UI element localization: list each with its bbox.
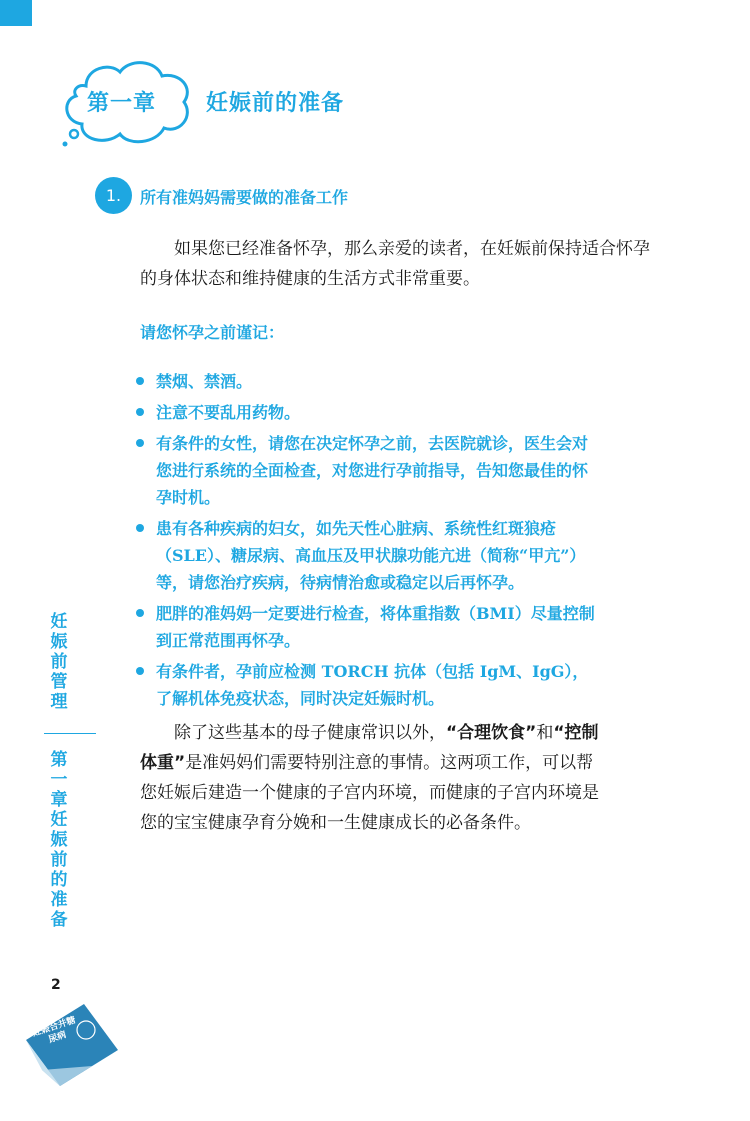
list-item-text: 患有各种疾病的妇女，如先天性心脏病、系统性红斑狼疮（SLE）、糖尿病、高血压及甲状腺功能亢进（简称“甲亢”）等，请您治疗疾病，待病情治愈或稳定以后再怀孕。 bbox=[156, 519, 586, 592]
list-item-text: 禁烟、禁酒。 bbox=[156, 372, 253, 391]
closing-text: 是准妈妈们需要特别注意的事情。这两项工作，可以帮您妊娠后建造一个健康的子宫内环境，而健康的子宫内环境是您的宝宝健康孕育分娩和一生健康成长的必备条件。 bbox=[140, 753, 599, 833]
sidebar-divider bbox=[44, 733, 96, 734]
emphasis-diet: “合理饮食” bbox=[446, 723, 537, 743]
emphasis-weight: “控制体重” bbox=[140, 723, 599, 773]
reminder-heading: 请您怀孕之前谨记： bbox=[140, 323, 285, 342]
list-item-text: 肥胖的准妈妈一定要进行检查，将体重指数（BMI）尽量控制到正常范围再怀孕。 bbox=[156, 604, 595, 650]
list-item bbox=[136, 600, 596, 654]
envelope-logo-text: 妊娠合并糖尿病 bbox=[31, 1015, 78, 1046]
list-item bbox=[136, 658, 596, 712]
reminder-list bbox=[136, 368, 596, 716]
list-item-text: 有条件者，孕前应检测 TORCH 抗体（包括 IgM、IgG），了解机体免疫状态，同时决定妊娠时机。 bbox=[156, 662, 589, 708]
intro-paragraph: 如果您已经准备怀孕，那么亲爱的读者，在妊娠前保持适合怀孕的身体状态和维持健康的生活方式非常重要。 bbox=[140, 239, 650, 289]
list-item bbox=[136, 515, 596, 596]
bullet-icon bbox=[136, 377, 144, 385]
list-item bbox=[136, 430, 596, 511]
closing-text: 和 bbox=[536, 723, 554, 743]
list-item-text: 注意不要乱用药物。 bbox=[156, 403, 301, 422]
chapter-number: 第一章 bbox=[87, 91, 157, 116]
section-number-badge: 1. bbox=[95, 177, 132, 214]
sidebar-chapter-label: 第一章 妊娠前的准备 bbox=[50, 750, 68, 930]
bullet-icon bbox=[136, 524, 144, 532]
section-title: 所有准妈妈需要做的准备工作 bbox=[140, 188, 349, 207]
bullet-icon bbox=[136, 609, 144, 617]
list-item bbox=[136, 399, 596, 426]
list-item-text: 有条件的女性，请您在决定怀孕之前，去医院就诊，医生会对您进行系统的全面检查，对您进行孕前指导，告知您最佳的怀孕时机。 bbox=[156, 434, 589, 507]
page-number: 2 bbox=[51, 977, 61, 993]
bullet-icon bbox=[136, 667, 144, 675]
list-item bbox=[136, 368, 596, 395]
sidebar-part-label: 妊娠前管理 bbox=[50, 612, 68, 712]
corner-tab bbox=[0, 0, 32, 26]
closing-paragraph bbox=[140, 718, 610, 838]
closing-text: 除了这些基本的母子健康常识以外， bbox=[174, 723, 446, 743]
chapter-title: 妊娠前的准备 bbox=[206, 91, 345, 116]
bullet-icon bbox=[136, 408, 144, 416]
bullet-icon bbox=[136, 439, 144, 447]
